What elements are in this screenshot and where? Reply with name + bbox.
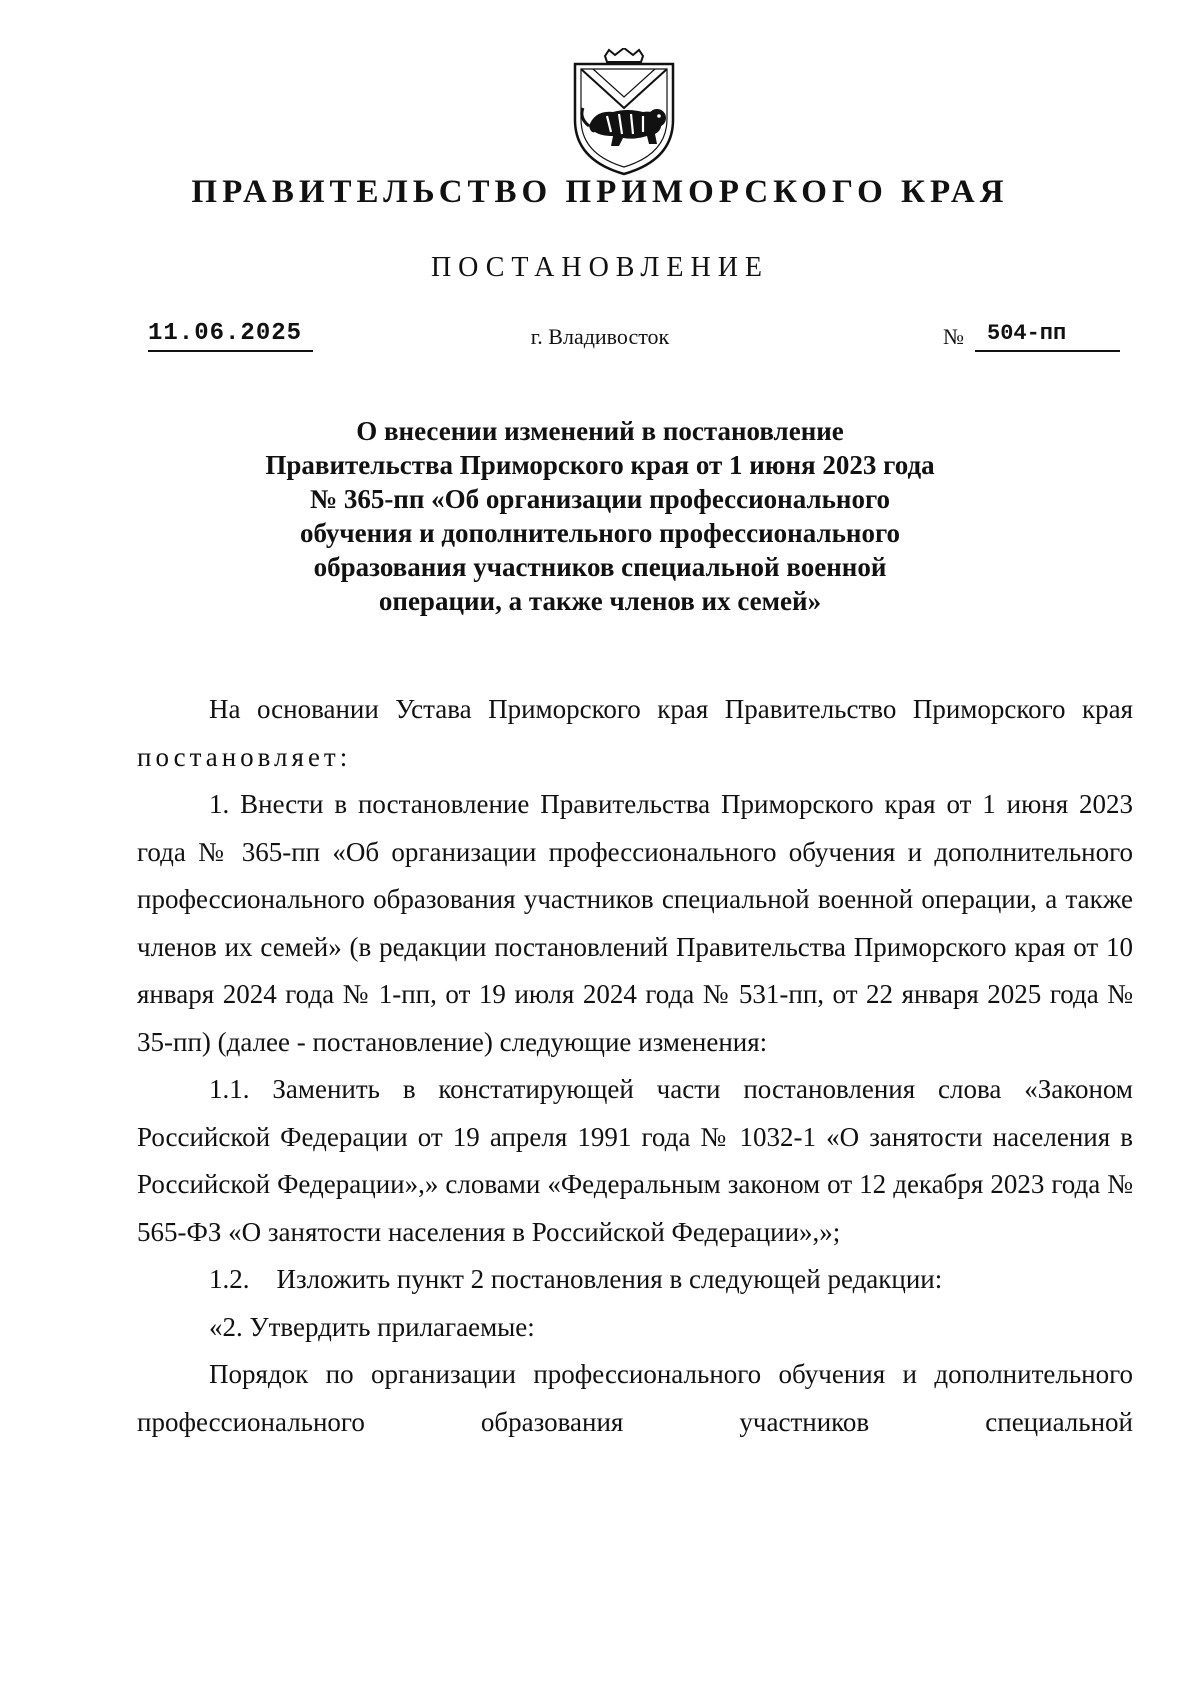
number-sign: №	[943, 324, 964, 349]
title-line: № 365-пп «Об организации профессионального	[309, 484, 891, 514]
document-date: 11.06.2025	[148, 318, 313, 352]
intro-text: На основании Устава Приморского края Правительство Приморского края	[209, 694, 1133, 724]
paragraph-1: 1. Внести в постановление Правительства Приморского края от 1 июня 2023 года № 365-пп «Об организации профессионального обучения и дополнительного профессионального образования участников специальной военной операции, а также членов их семей» (в редакции постановлений Правительства Приморского края от 10 января 2024 года № 1-пп, от 19 июля 2024 года № 531-пп, от 22 января 2025 года № 35-пп) (далее - постановление) следующие изменения:	[137, 789, 1133, 1057]
paragraph-3: Порядок по организации профессионального обучения и дополнительного профессионального образования участников специальной	[137, 1359, 1133, 1437]
title-line: Правительства Приморского края от 1 июня 2023 года	[265, 450, 935, 480]
document-meta-row	[0, 318, 1200, 358]
coat-of-arms-icon	[565, 48, 683, 178]
organization-name: ПРАВИТЕЛЬСТВО ПРИМОРСКОГО КРАЯ	[191, 174, 1009, 210]
title-line: операции, а также членов их семей»	[378, 586, 822, 616]
paragraph-1-2: 1.2. Изложить пункт 2 постановления в следующей редакции:	[209, 1264, 943, 1294]
document-city: г. Владивосток	[530, 324, 670, 349]
title-line: образования участников специальной военной	[313, 552, 887, 582]
paragraph-2: «2. Утвердить прилагаемые:	[209, 1311, 535, 1342]
document-number	[943, 318, 1123, 352]
title-line: обучения и дополнительного профессионального	[299, 518, 901, 548]
intro-paragraph	[137, 686, 1133, 781]
document-number-value: 504-пп	[975, 318, 1120, 352]
document-title	[200, 414, 1000, 618]
title-line: О внесении изменений в постановление	[356, 416, 844, 446]
resolves-word: постановляет:	[137, 741, 352, 772]
document-type: ПОСТАНОВЛЕНИЕ	[430, 252, 770, 283]
paragraph-1-1: 1.1. Заменить в констатирующей части постановления слова «Законом Российской Федерации от 19 апреля 1991 года № 1032-1 «О занятости населения в Российской Федерации»,» словами «Федеральным законом от 12 декабря 2023 года № 565-ФЗ «О занятости населения в Российской Федерации»,»;	[137, 1074, 1133, 1247]
document-body	[137, 686, 1133, 1446]
